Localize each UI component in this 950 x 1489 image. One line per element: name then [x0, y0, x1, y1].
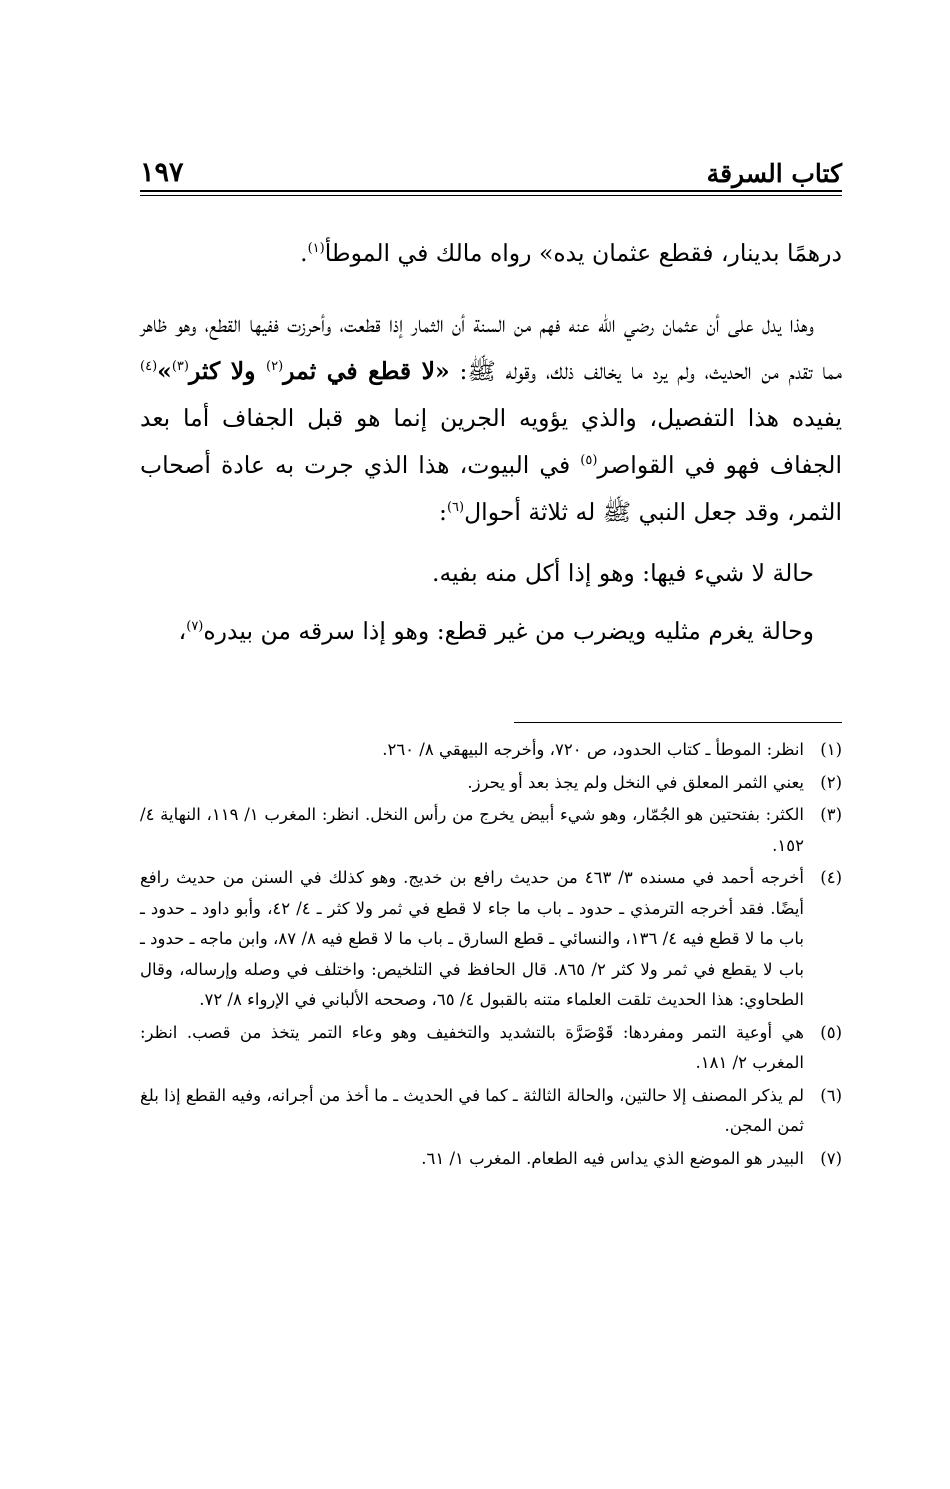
footnote-text: الكثر: بفتحتين هو الجُمّار، وهو شيء أبيض يخرج من رأس النخل. انظر: المغرب ١/ ١١٩، النهاية ٤/ ١٥٢. [140, 805, 805, 855]
footnote-text: أخرجه أحمد في مسنده ٣/ ٤٦٣ من حديث رافع بن خديج. وهو كذلك في السنن من حديث رافع أيضًا. فقد أخرجه الترمذي ـ حدود ـ باب ما جاء لا قطع في ثمر ولا كثر ـ ٤/ ٤٢، وأبو داود ـ حدود ـ باب ما لا قطع فيه ٤/ ١٣٦، والنسائي ـ قطع السارق ـ باب ما لا قطع فيه ٨/ ٨٧، وابن ماجه ـ حدود ـ باب لا يقطع في ثمر ولا كثر ٢/ ٨٦٥. قال الحافظ في التلخيص: واختلف في وصله وإرساله، وقال الطحاوي: هذا الحديث تلقت العلماء متنه بالقبول ٤/ ٦٥، وصححه الألباني في الإرواء ٨/ ٧٢. [140, 868, 805, 1009]
footnote-number: (١) [820, 740, 842, 759]
footnote-number: (٦) [820, 1085, 842, 1105]
footnote-ref-6: (٦) [446, 500, 465, 516]
footnote-text: انظر: الموطأ ـ كتاب الحدود، ص ٧٢٠، وأخرجه البيهقي ٨/ ٢٦٠. [382, 740, 804, 759]
paragraph-1-end: . [300, 239, 308, 267]
header-rule-thin [140, 195, 842, 196]
hadith-quote-b: ولا كثر [188, 357, 266, 385]
footnote-item [140, 1081, 842, 1142]
footnote-ref-1: (١) [307, 241, 325, 257]
paragraph-3: حالة لا شيء فيها: وهو إذا أكل منه بفيه. [432, 559, 814, 587]
page-number: ١٩٧ [140, 157, 184, 188]
paragraph-2-text-a: وهذا يدل على أن عثمان رضي الله عنه فهم من السنة أن الثمار إذا قطعت، وأحرزت ففيها القطع، وهو ظاهر مما تقدم من الحديث، ولم يرد ما يخالف ذلك، وقوله ﷺ: [140, 310, 842, 385]
header-rule-thick [140, 190, 842, 192]
footnote-text: يعني الثمر المعلق في النخل ولم يجذ بعد أو يحرز. [467, 772, 804, 792]
footnote-text: لم يذكر المصنف إلا حالتين، والحالة الثالثة ـ كما في الحديث ـ ما أخذ من أجرانه، وفيه القطع إذا بلغ ثمن المجن. [140, 1085, 804, 1135]
main-text [140, 225, 842, 660]
footnote-text: هي أوعية التمر ومفردها: قَوْصَرَّة بالتشديد والتخفيف وهو وعاء التمر يتخذ من قصب. انظر: المغرب ٢/ ١٨١. [140, 1022, 804, 1072]
footnote-ref-5: (٥) [580, 453, 598, 469]
footnote-item [140, 800, 842, 861]
hadith-quote-a: «لا قطع في ثمر [283, 357, 450, 385]
footnote-item [140, 768, 842, 799]
paragraph-4-text: وحالة يغرم مثليه ويضرب من غير قطع: وهو إذا سرقه من بيدره [203, 617, 814, 645]
footnote-number: (٢) [820, 772, 842, 792]
paragraph-1-text: درهمًا بدينار، فقطع عثمان يده» رواه مالك في الموطأ [324, 239, 842, 267]
running-header [140, 142, 842, 188]
footnote-item [140, 1018, 842, 1079]
footnote-item [140, 863, 842, 1016]
paragraph-1 [140, 225, 842, 281]
footnote-text: البيدر هو الموضع الذي يداس فيه الطعام. المغرب ١/ ٦١. [421, 1148, 804, 1168]
footnote-ref-7: (٧) [186, 619, 204, 635]
paragraph-2 [140, 301, 842, 536]
paragraph-4-end: ، [178, 617, 187, 645]
footnote-number: (٥) [820, 1022, 842, 1042]
paragraph-2-text-b: يفيده هذا التفصيل، والذي يؤويه الجرين إنما هو قبل الجفاف أما بعد الجفاف فهو في القواصر [140, 404, 842, 479]
footnote-number: (٤) [820, 868, 842, 887]
paragraph-2-end: : [439, 498, 447, 526]
footnote-number: (٣) [820, 805, 842, 824]
footnote-ref-2: (٢) [266, 359, 284, 375]
paragraph-2-text-c: في البيوت، هذا الذي جرت به عادة أصحاب الثمر، وقد جعل النبي ﷺ له ثلاثة أحوال [140, 451, 842, 526]
footnote-item [140, 1144, 842, 1175]
footnotes [140, 735, 842, 1176]
hadith-quote-close: » [157, 357, 172, 385]
footnote-item [140, 735, 842, 766]
footnote-ref-4: (٤) [140, 359, 158, 375]
paragraph-4 [140, 602, 842, 660]
book-title: كتاب السرقة [706, 159, 842, 188]
footnote-number: (٧) [820, 1148, 842, 1168]
footnote-ref-3: (٣) [171, 359, 189, 375]
footnote-separator [514, 722, 842, 723]
